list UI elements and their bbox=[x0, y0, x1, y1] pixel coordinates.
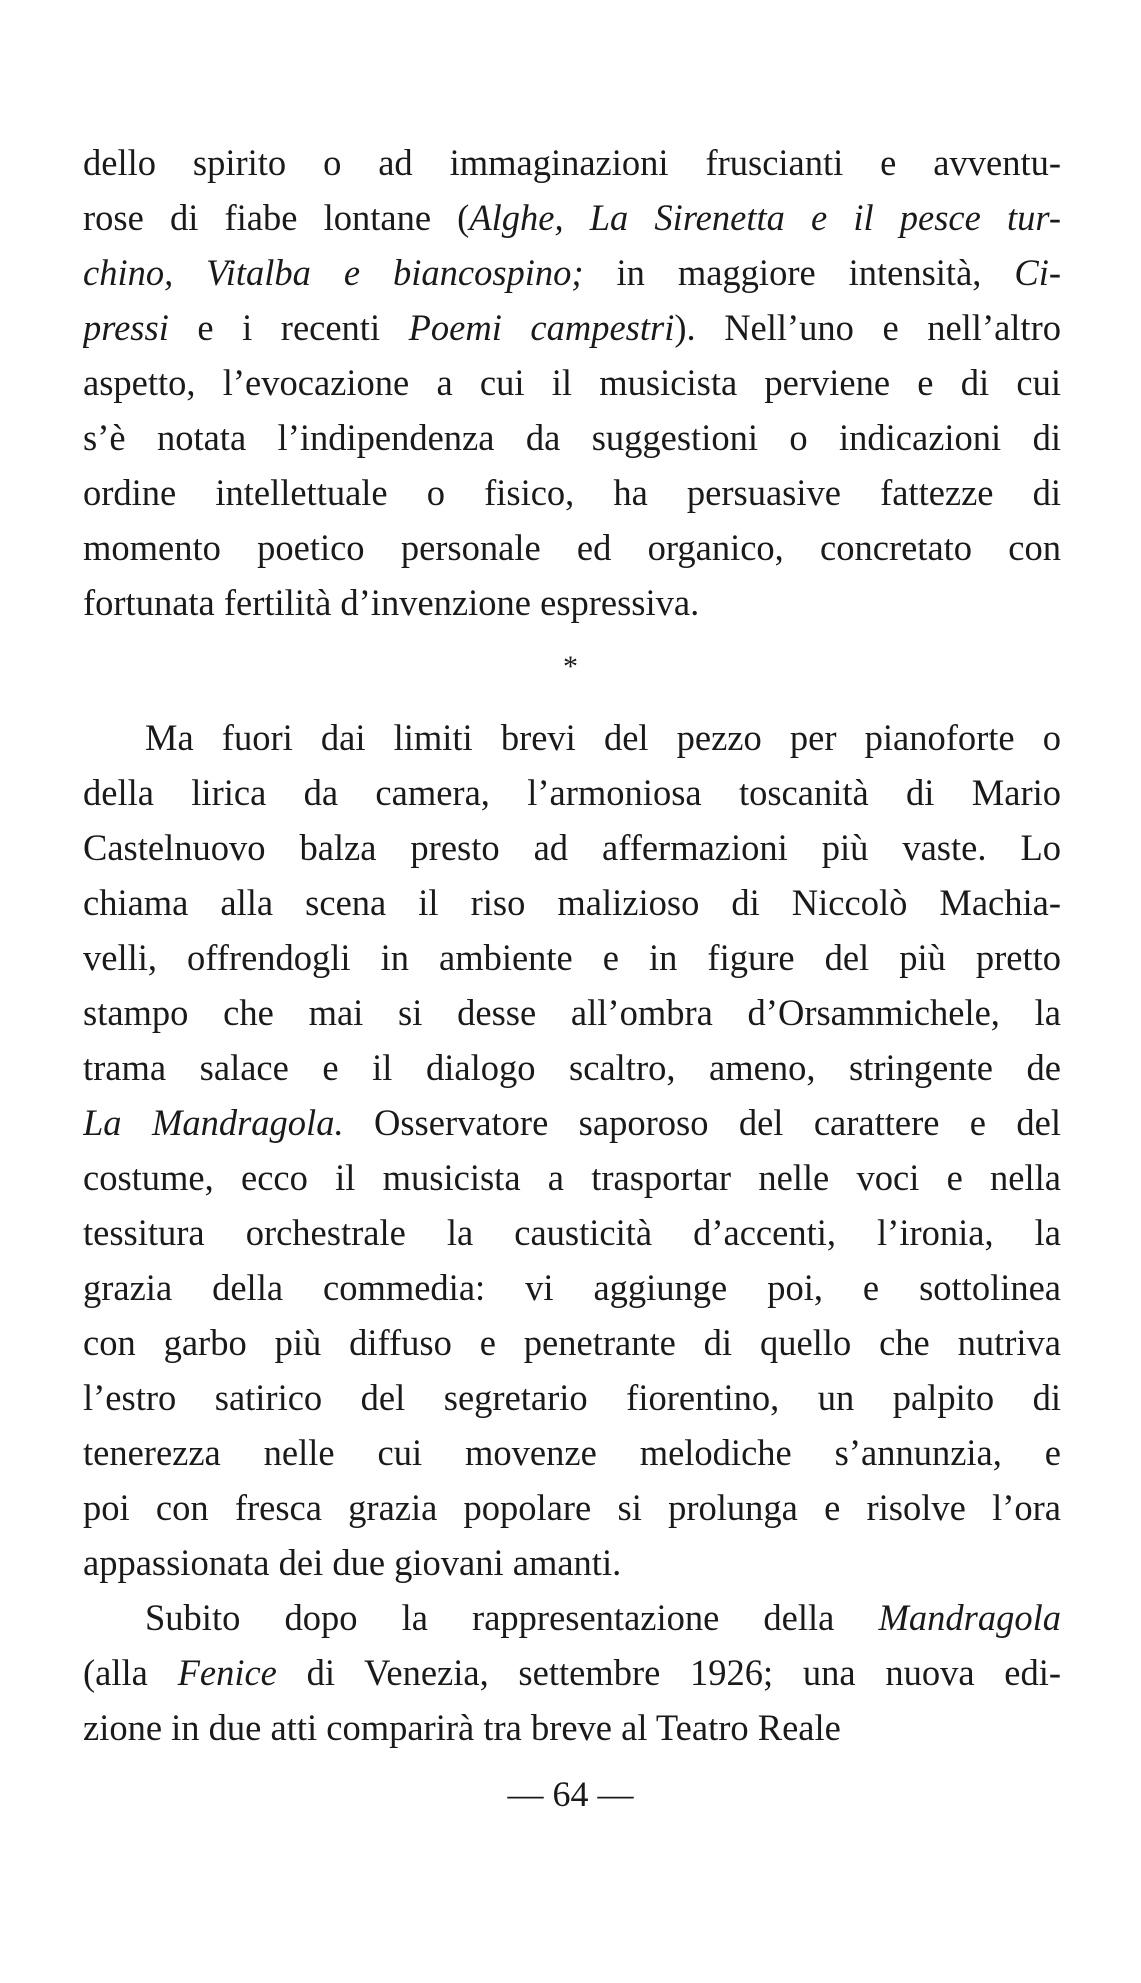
paragraph-2-3 bbox=[83, 710, 1061, 1755]
text-run: con garbo più diffuso e penetrante di quello che nutriva bbox=[83, 1322, 1061, 1363]
paragraph-1 bbox=[83, 135, 1061, 630]
text-line bbox=[83, 985, 1061, 1040]
text-run: e i recenti bbox=[168, 307, 409, 348]
text-line bbox=[83, 1645, 1061, 1700]
italic-text: Poemi campestri bbox=[408, 307, 675, 348]
text-run: ordine intellettuale o fisico, ha persuasive fattezze di bbox=[83, 472, 1061, 513]
text-line bbox=[83, 520, 1061, 575]
text-line bbox=[83, 1370, 1061, 1425]
text-run: in maggiore intensità, bbox=[583, 252, 1015, 293]
text-line bbox=[83, 1095, 1061, 1150]
text-line bbox=[83, 190, 1061, 245]
text-run: dello spirito o ad immaginazioni fruscianti e avventu- bbox=[83, 142, 1061, 183]
text-line bbox=[83, 300, 1061, 355]
text-run: (alla bbox=[83, 1652, 178, 1693]
text-line bbox=[83, 1425, 1061, 1480]
text-run: stampo che mai si desse all’ombra d’Orsammichele, la bbox=[83, 992, 1061, 1033]
italic-text: Mandragola bbox=[878, 1597, 1061, 1638]
text-run: appassionata dei due giovani amanti. bbox=[83, 1542, 622, 1583]
text-line bbox=[83, 1535, 1061, 1590]
text-line bbox=[83, 820, 1061, 875]
text-run: tenerezza nelle cui movenze melodiche s’annunzia, e bbox=[83, 1432, 1061, 1473]
paragraph-2 bbox=[83, 710, 1061, 1590]
italic-text: pressi bbox=[83, 307, 169, 348]
text-line bbox=[83, 1480, 1061, 1535]
text-run: rose di fiabe lontane ( bbox=[83, 197, 470, 238]
text-line bbox=[83, 875, 1061, 930]
text-run: chiama alla scena il riso malizioso di Niccolò Machia- bbox=[83, 882, 1061, 923]
text-run: ). Nell’uno e nell’altro bbox=[674, 307, 1061, 348]
section-separator: * bbox=[563, 650, 578, 683]
text-run: poi con fresca grazia popolare si prolunga e risolve l’ora bbox=[83, 1487, 1061, 1528]
text-run: costume, ecco il musicista a trasportar nelle voci e nella bbox=[83, 1157, 1061, 1198]
text-run: grazia della commedia: vi aggiunge poi, e sottolinea bbox=[83, 1267, 1061, 1308]
text-line bbox=[83, 465, 1061, 520]
text-line bbox=[83, 135, 1061, 190]
text-line bbox=[83, 930, 1061, 985]
text-line bbox=[83, 1700, 1061, 1755]
text-run: Subito dopo la rappresentazione della bbox=[145, 1597, 879, 1638]
italic-text: La Mandragola. bbox=[83, 1102, 344, 1143]
text-line bbox=[83, 710, 1061, 765]
text-line bbox=[83, 355, 1061, 410]
text-run: zione in due atti comparirà tra breve al Teatro Reale bbox=[83, 1707, 841, 1748]
text-run: di Venezia, settembre 1926; una nuova edi- bbox=[276, 1652, 1061, 1693]
italic-text: Ci- bbox=[1014, 252, 1061, 293]
text-run: trama salace e il dialogo scaltro, ameno, stringente de bbox=[83, 1047, 1061, 1088]
text-line bbox=[83, 575, 1061, 630]
text-line bbox=[83, 1205, 1061, 1260]
text-line bbox=[83, 245, 1061, 300]
text-run: Castelnuovo balza presto ad affermazioni più vaste. Lo bbox=[83, 827, 1061, 868]
page-number: — 64 — bbox=[507, 1774, 634, 1814]
text-run: fortunata fertilità d’invenzione espressiva. bbox=[83, 582, 700, 623]
text-run: aspetto, l’evocazione a cui il musicista perviene e di cui bbox=[83, 362, 1061, 403]
italic-text: Fenice bbox=[177, 1652, 277, 1693]
text-run: velli, offrendogli in ambiente e in figure del più pretto bbox=[83, 937, 1061, 978]
text-line bbox=[83, 410, 1061, 465]
text-line bbox=[83, 1150, 1061, 1205]
text-run: s’è notata l’indipendenza da suggestioni o indicazioni di bbox=[83, 417, 1061, 458]
text-line bbox=[83, 1040, 1061, 1095]
paragraph-3 bbox=[83, 1590, 1061, 1755]
text-run: Osservatore saporoso del carattere e del bbox=[343, 1102, 1061, 1143]
text-line bbox=[83, 1315, 1061, 1370]
text-line bbox=[83, 1260, 1061, 1315]
italic-text: Alghe, La Sirenetta e il pesce tur- bbox=[469, 197, 1061, 238]
text-line bbox=[83, 765, 1061, 820]
text-run: momento poetico personale ed organico, concretato con bbox=[83, 527, 1061, 568]
text-run: tessitura orchestrale la causticità d’accenti, l’ironia, la bbox=[83, 1212, 1061, 1253]
italic-text: chino, Vitalba e biancospino; bbox=[83, 252, 584, 293]
text-run: della lirica da camera, l’armoniosa toscanità di Mario bbox=[83, 772, 1061, 813]
text-run: l’estro satirico del segretario fiorentino, un palpito di bbox=[83, 1377, 1061, 1418]
text-run: Ma fuori dai limiti brevi del pezzo per pianoforte o bbox=[145, 717, 1061, 758]
text-line bbox=[83, 1590, 1061, 1645]
